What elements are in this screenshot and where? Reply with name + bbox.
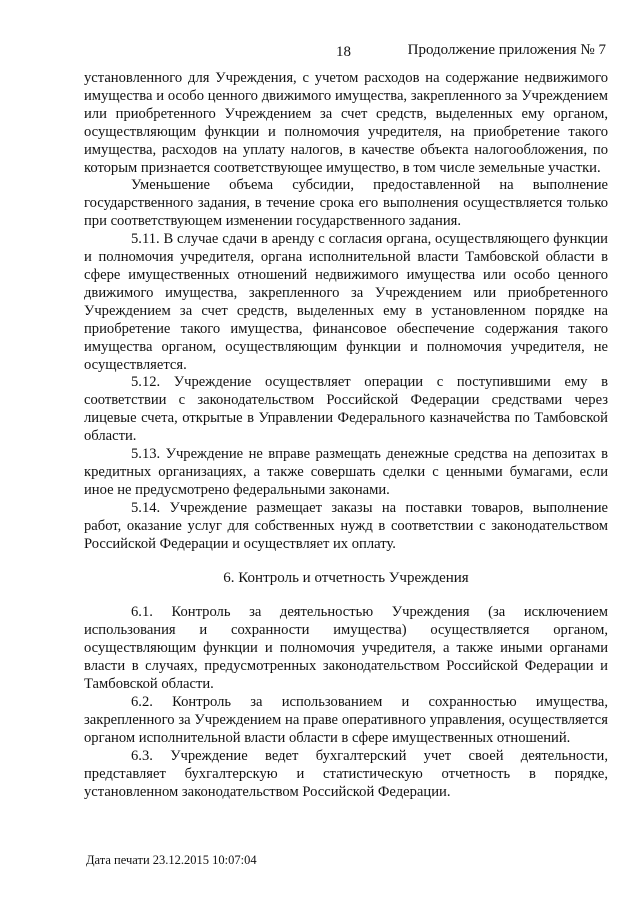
paragraph-5-13: 5.13. Учреждение не вправе размещать денежные средства на депозитах в кредитных организациях, а также совершать сделки с ценными бумагами, если иное не предусмотрено федеральными законами.	[84, 446, 608, 498]
paragraph-continuation: установленного для Учреждения, с учетом расходов на содержание недвижимого имущества и особо ценного движимого имущества, закрепленного за Учреждением или приобретенного Учреждением за счет средств, выделенных ему органом, осуществляющим функции и полномочия учредителя, на приобретение такого имущества, расходов на уплату налогов, в качестве объекта налогообложения, по которым признается соответствующее имущество, в том числе земельные участки.	[84, 70, 608, 176]
paragraph-subsidy-reduction: Уменьшение объема субсидии, предоставленной на выполнение государственного задания, в течение срока его выполнения осуществляется только при соответствующем изменении государственного задания.	[84, 177, 608, 230]
paragraph-6-2: 6.2. Контроль за использованием и сохранностью имущества, закрепленного за Учреждением на праве оперативного управления, осуществляется органом исполнительной власти области в сфере имущественных отношений.	[84, 694, 608, 746]
paragraph-6-1: 6.1. Контроль за деятельностью Учреждения (за исключением использования и сохранности имущества) осуществляется органом, осуществляющим функции и полномочия учредителя, а также иными органами власти в случаях, предусмотренных законодательством Российской Федерации и Тамбовской области.	[84, 604, 608, 693]
paragraph-5-11: 5.11. В случае сдачи в аренду с согласия органа, осуществляющего функции и полномочия учредителя, органа исполнительной власти Тамбовской области в сфере имущественных отношений недвижимого имущества или особо ценного движимого имущества, закрепленного за Учреждением или приобретенного Учреждением за счет средств, выделенных ему в установленном порядке на приобретение такого имущества, финансовое обеспечение содержания такого имущества органом, осуществляющим функции и полномочия учредителя, не осуществляется.	[84, 231, 608, 373]
running-header: Продолжение приложения № 7	[407, 42, 606, 58]
paragraph-6-3: 6.3. Учреждение ведет бухгалтерский учет своей деятельности, представляет бухгалтерскую и статистическую отчетность в порядке, установленном законодательством Российской Федерации.	[84, 747, 608, 800]
document-body	[84, 70, 608, 801]
paragraph-5-14: 5.14. Учреждение размещает заказы на поставки товаров, выполнение работ, оказание услуг для собственных нужд в соответствии с законодательством Российской Федерации и осуществляет их оплату.	[84, 499, 608, 552]
section-heading: 6. Контроль и отчетность Учреждения	[223, 570, 469, 587]
print-date: Дата печати 23.12.2015 10:07:04	[86, 853, 257, 867]
paragraph-5-12: 5.12. Учреждение осуществляет операции с поступившими ему в соответствии с законодательством Российской Федерации средствами через лицевые счета, открытые в Управлении Федерального казначейства по Тамбовской области.	[84, 374, 608, 445]
page-number: 18	[336, 44, 351, 60]
